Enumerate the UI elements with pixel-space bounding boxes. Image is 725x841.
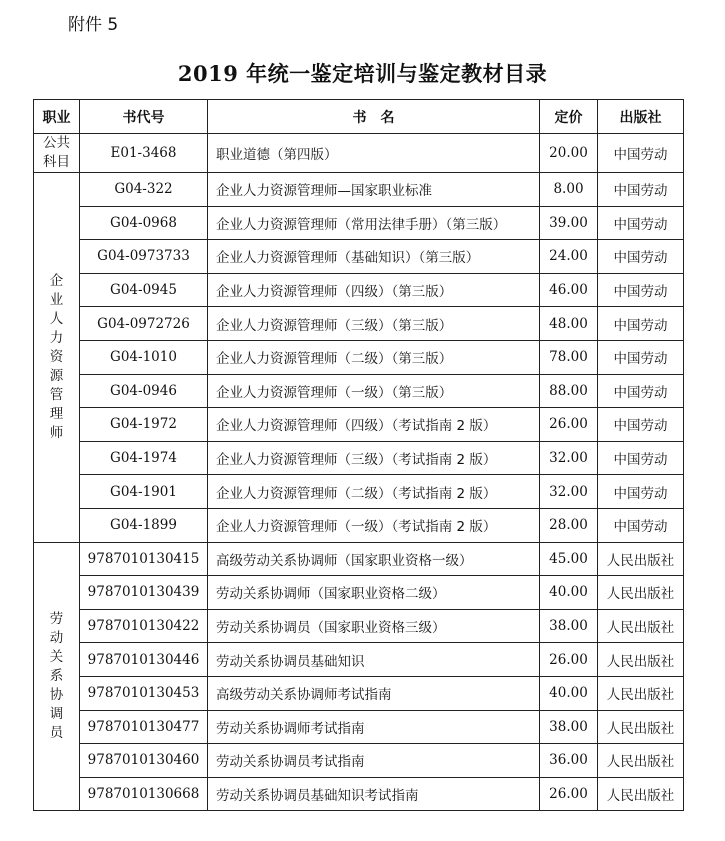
book-price-cell: 26.00: [540, 777, 598, 811]
book-name-cell: 劳动关系协调员考试指南: [208, 744, 540, 778]
table-row: [34, 710, 684, 744]
book-name-cell: 企业人力资源管理师—国家职业标准: [208, 173, 540, 207]
book-price-cell: 26.00: [540, 408, 598, 442]
book-publisher-cell: 中国劳动: [598, 307, 684, 341]
table-body: [34, 134, 684, 811]
book-name-cell: 企业人力资源管理师（四级）（考试指南 2 版）: [208, 408, 540, 442]
book-name-cell: 企业人力资源管理师（常用法律手册）（第三版）: [208, 206, 540, 240]
job-category-cell: [34, 542, 80, 811]
job-category-cell: [34, 134, 80, 173]
table-row: [34, 340, 684, 374]
book-publisher-cell: 中国劳动: [598, 134, 684, 173]
book-price-cell: 24.00: [540, 240, 598, 274]
book-price-cell: 36.00: [540, 744, 598, 778]
book-code-cell: 9787010130477: [80, 710, 208, 744]
book-name-cell: 劳动关系协调师考试指南: [208, 710, 540, 744]
book-price-cell: 88.00: [540, 374, 598, 408]
table-row: [34, 441, 684, 475]
table-row: [34, 576, 684, 610]
book-price-cell: 32.00: [540, 475, 598, 509]
book-price-cell: 78.00: [540, 340, 598, 374]
book-name-cell: 劳动关系协调员基础知识: [208, 643, 540, 677]
document-title: 2019 年统一鉴定培训与鉴定教材目录: [177, 61, 548, 86]
table-row: [34, 475, 684, 509]
book-publisher-cell: 中国劳动: [598, 173, 684, 207]
job-category-label: 公共科目: [43, 135, 70, 170]
book-price-cell: 45.00: [540, 542, 598, 576]
book-publisher-cell: 人民出版社: [598, 777, 684, 811]
book-code-cell: 9787010130668: [80, 777, 208, 811]
table-row: [34, 508, 684, 542]
book-code-cell: 9787010130415: [80, 542, 208, 576]
book-code-cell: G04-1972: [80, 408, 208, 442]
table-row: [34, 173, 684, 207]
book-code-cell: G04-1974: [80, 441, 208, 475]
table-row: [34, 134, 684, 173]
book-publisher-cell: 中国劳动: [598, 374, 684, 408]
book-code-cell: G04-0968: [80, 206, 208, 240]
attachment-label: 附件 5: [68, 15, 119, 35]
book-price-cell: 20.00: [540, 134, 598, 173]
book-price-cell: 38.00: [540, 710, 598, 744]
book-code-cell: G04-0945: [80, 273, 208, 307]
book-publisher-cell: 人民出版社: [598, 576, 684, 610]
book-price-cell: 28.00: [540, 508, 598, 542]
book-code-cell: 9787010130446: [80, 643, 208, 677]
book-code-cell: G04-1901: [80, 475, 208, 509]
table-row: [34, 609, 684, 643]
header-price: 定价: [540, 100, 598, 134]
book-publisher-cell: 人民出版社: [598, 542, 684, 576]
book-price-cell: 40.00: [540, 676, 598, 710]
book-publisher-cell: 中国劳动: [598, 508, 684, 542]
book-publisher-cell: 中国劳动: [598, 206, 684, 240]
book-name-cell: 劳动关系协调员（国家职业资格三级）: [208, 609, 540, 643]
book-code-cell: 9787010130439: [80, 576, 208, 610]
book-publisher-cell: 中国劳动: [598, 475, 684, 509]
book-name-cell: 高级劳动关系协调师（国家职业资格一级）: [208, 542, 540, 576]
book-price-cell: 32.00: [540, 441, 598, 475]
book-publisher-cell: 中国劳动: [598, 340, 684, 374]
book-code-cell: G04-322: [80, 173, 208, 207]
table-row: [34, 206, 684, 240]
book-price-cell: 40.00: [540, 576, 598, 610]
header-name: 书 名: [208, 100, 540, 134]
book-name-cell: 高级劳动关系协调师考试指南: [208, 676, 540, 710]
table-row: [34, 643, 684, 677]
book-name-cell: 企业人力资源管理师（四级）（第三版）: [208, 273, 540, 307]
book-publisher-cell: 人民出版社: [598, 676, 684, 710]
book-name-cell: 企业人力资源管理师（一级）（第三版）: [208, 374, 540, 408]
book-price-cell: 39.00: [540, 206, 598, 240]
table-row: [34, 542, 684, 576]
book-code-cell: G04-1010: [80, 340, 208, 374]
book-publisher-cell: 人民出版社: [598, 643, 684, 677]
book-price-cell: 38.00: [540, 609, 598, 643]
table-row: [34, 374, 684, 408]
book-publisher-cell: 中国劳动: [598, 441, 684, 475]
header-job: 职业: [34, 100, 80, 134]
job-category-label: 企业人力资源管理师: [49, 272, 64, 441]
book-publisher-cell: 中国劳动: [598, 408, 684, 442]
book-code-cell: G04-1899: [80, 508, 208, 542]
book-code-cell: 9787010130453: [80, 676, 208, 710]
table-row: [34, 307, 684, 341]
book-publisher-cell: 中国劳动: [598, 240, 684, 274]
book-price-cell: 26.00: [540, 643, 598, 677]
table-header-row: [34, 100, 684, 134]
book-code-cell: G04-0972726: [80, 307, 208, 341]
book-price-cell: 46.00: [540, 273, 598, 307]
book-name-cell: 企业人力资源管理师（二级）（第三版）: [208, 340, 540, 374]
book-price-cell: 48.00: [540, 307, 598, 341]
book-name-cell: 劳动关系协调师（国家职业资格二级）: [208, 576, 540, 610]
table-row: [34, 273, 684, 307]
book-code-cell: 9787010130422: [80, 609, 208, 643]
table-row: [34, 777, 684, 811]
book-publisher-cell: 中国劳动: [598, 273, 684, 307]
job-category-cell: [34, 173, 80, 543]
book-name-cell: 职业道德（第四版）: [208, 134, 540, 173]
table-row: [34, 744, 684, 778]
table-row: [34, 676, 684, 710]
book-name-cell: 劳动关系协调员基础知识考试指南: [208, 777, 540, 811]
book-publisher-cell: 人民出版社: [598, 710, 684, 744]
table-row: [34, 240, 684, 274]
book-price-cell: 8.00: [540, 173, 598, 207]
job-category-label: 劳动关系协调员: [49, 610, 64, 741]
book-name-cell: 企业人力资源管理师（二级）（考试指南 2 版）: [208, 475, 540, 509]
book-code-cell: G04-0973733: [80, 240, 208, 274]
book-name-cell: 企业人力资源管理师（基础知识）（第三版）: [208, 240, 540, 274]
book-code-cell: 9787010130460: [80, 744, 208, 778]
book-name-cell: 企业人力资源管理师（三级）（第三版）: [208, 307, 540, 341]
book-name-cell: 企业人力资源管理师（三级）（考试指南 2 版）: [208, 441, 540, 475]
header-code: 书代号: [80, 100, 208, 134]
header-publisher: 出版社: [598, 100, 684, 134]
book-publisher-cell: 人民出版社: [598, 744, 684, 778]
book-publisher-cell: 人民出版社: [598, 609, 684, 643]
table-row: [34, 408, 684, 442]
book-code-cell: G04-0946: [80, 374, 208, 408]
textbook-table: [33, 99, 684, 811]
book-name-cell: 企业人力资源管理师（一级）（考试指南 2 版）: [208, 508, 540, 542]
book-code-cell: E01-3468: [80, 134, 208, 173]
